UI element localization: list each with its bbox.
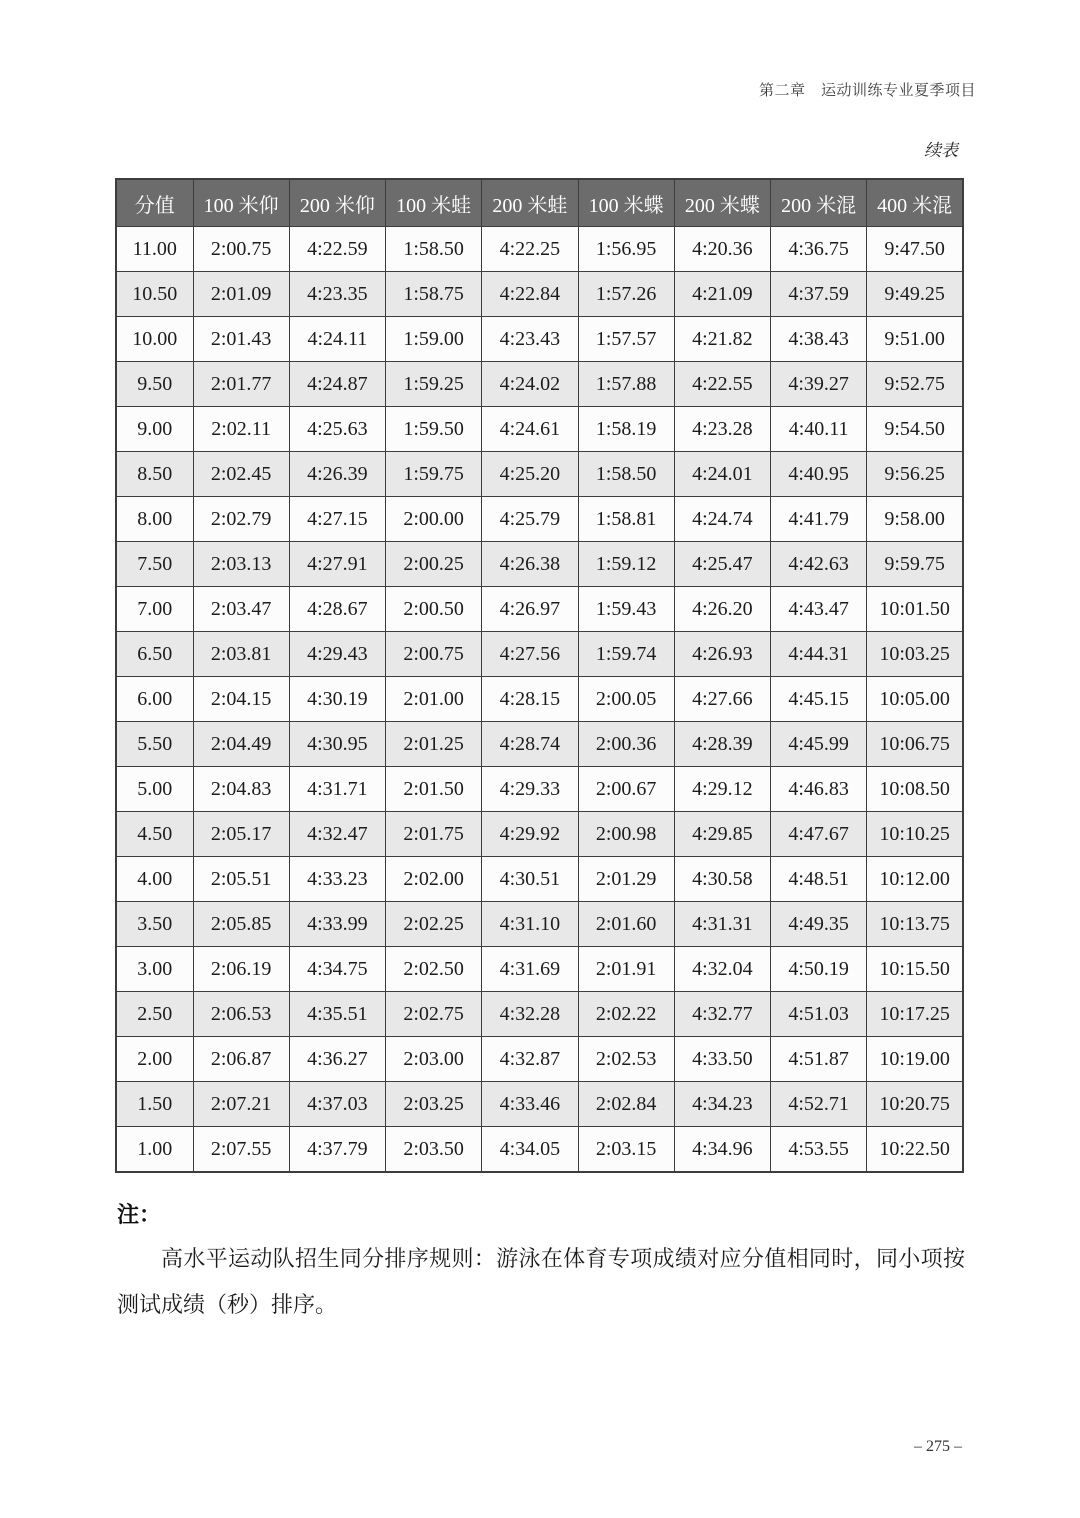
time-cell: 4:31.71 <box>289 767 385 812</box>
time-cell: 4:26.38 <box>482 542 578 587</box>
table-row <box>116 992 963 1037</box>
time-cell: 9:56.25 <box>867 452 963 497</box>
time-cell: 2:06.87 <box>193 1037 289 1082</box>
time-cell: 2:00.36 <box>578 722 674 767</box>
time-cell: 10:03.25 <box>867 632 963 677</box>
time-cell: 2:00.50 <box>386 587 482 632</box>
time-cell: 4:23.35 <box>289 272 385 317</box>
time-cell: 9:47.50 <box>867 227 963 272</box>
time-cell: 1:59.00 <box>386 317 482 362</box>
score-value-cell: 4.50 <box>116 812 193 857</box>
time-cell: 1:57.57 <box>578 317 674 362</box>
table-row <box>116 1127 963 1173</box>
table-row <box>116 632 963 677</box>
time-cell: 4:30.19 <box>289 677 385 722</box>
time-cell: 4:30.95 <box>289 722 385 767</box>
time-cell: 4:37.03 <box>289 1082 385 1127</box>
time-cell: 2:00.05 <box>578 677 674 722</box>
time-cell: 9:59.75 <box>867 542 963 587</box>
time-cell: 4:21.82 <box>674 317 770 362</box>
table-row <box>116 272 963 317</box>
time-cell: 2:03.50 <box>386 1127 482 1173</box>
time-cell: 4:36.27 <box>289 1037 385 1082</box>
time-cell: 4:33.23 <box>289 857 385 902</box>
time-cell: 2:00.75 <box>193 227 289 272</box>
table-row <box>116 947 963 992</box>
table-row <box>116 902 963 947</box>
time-cell: 4:48.51 <box>771 857 867 902</box>
time-cell: 4:45.15 <box>771 677 867 722</box>
time-cell: 4:25.47 <box>674 542 770 587</box>
time-cell: 9:49.25 <box>867 272 963 317</box>
time-cell: 4:24.01 <box>674 452 770 497</box>
table-body <box>116 227 963 1173</box>
time-cell: 2:01.91 <box>578 947 674 992</box>
time-cell: 2:05.85 <box>193 902 289 947</box>
time-cell: 4:29.12 <box>674 767 770 812</box>
time-cell: 10:05.00 <box>867 677 963 722</box>
time-cell: 9:51.00 <box>867 317 963 362</box>
score-value-cell: 10.00 <box>116 317 193 362</box>
time-cell: 4:33.99 <box>289 902 385 947</box>
time-cell: 10:06.75 <box>867 722 963 767</box>
time-cell: 4:27.66 <box>674 677 770 722</box>
time-cell: 4:26.93 <box>674 632 770 677</box>
time-cell: 4:32.77 <box>674 992 770 1037</box>
time-cell: 1:59.50 <box>386 407 482 452</box>
table-row <box>116 1037 963 1082</box>
chapter-header: 第二章 运动训练专业夏季项目 <box>758 83 976 99</box>
time-cell: 4:24.74 <box>674 497 770 542</box>
time-cell: 4:24.11 <box>289 317 385 362</box>
time-cell: 4:20.36 <box>674 227 770 272</box>
table-row <box>116 542 963 587</box>
time-cell: 4:35.51 <box>289 992 385 1037</box>
column-header: 分值 <box>116 179 193 227</box>
time-cell: 2:01.77 <box>193 362 289 407</box>
time-cell: 4:39.27 <box>771 362 867 407</box>
time-cell: 4:37.59 <box>771 272 867 317</box>
score-value-cell: 8.50 <box>116 452 193 497</box>
time-cell: 4:26.97 <box>482 587 578 632</box>
table-row <box>116 587 963 632</box>
table-row <box>116 452 963 497</box>
time-cell: 10:19.00 <box>867 1037 963 1082</box>
time-cell: 1:58.50 <box>386 227 482 272</box>
time-cell: 4:41.79 <box>771 497 867 542</box>
time-cell: 1:59.74 <box>578 632 674 677</box>
score-value-cell: 2.00 <box>116 1037 193 1082</box>
time-cell: 4:30.51 <box>482 857 578 902</box>
time-cell: 2:07.21 <box>193 1082 289 1127</box>
time-cell: 2:00.00 <box>386 497 482 542</box>
time-cell: 4:25.20 <box>482 452 578 497</box>
score-value-cell: 3.00 <box>116 947 193 992</box>
score-value-cell: 6.00 <box>116 677 193 722</box>
score-value-cell: 8.00 <box>116 497 193 542</box>
score-value-cell: 9.50 <box>116 362 193 407</box>
time-cell: 4:31.10 <box>482 902 578 947</box>
time-cell: 4:33.46 <box>482 1082 578 1127</box>
time-cell: 4:46.83 <box>771 767 867 812</box>
time-cell: 1:59.25 <box>386 362 482 407</box>
time-cell: 4:36.75 <box>771 227 867 272</box>
time-cell: 4:21.09 <box>674 272 770 317</box>
time-cell: 4:26.20 <box>674 587 770 632</box>
table-row <box>116 497 963 542</box>
note-text: 高水平运动队招生同分排序规则：游泳在体育专项成绩对应分值相同时，同小项按测试成绩（秒）排序。 <box>117 1246 965 1317</box>
time-cell: 4:34.23 <box>674 1082 770 1127</box>
time-cell: 10:15.50 <box>867 947 963 992</box>
score-value-cell: 1.00 <box>116 1127 193 1173</box>
column-header: 200 米蛙 <box>482 179 578 227</box>
time-cell: 4:37.79 <box>289 1127 385 1173</box>
score-value-cell: 2.50 <box>116 992 193 1037</box>
time-cell: 2:00.75 <box>386 632 482 677</box>
column-header: 100 米蝶 <box>578 179 674 227</box>
time-cell: 1:58.81 <box>578 497 674 542</box>
continued-table-label: 续表 <box>924 141 958 160</box>
time-cell: 10:22.50 <box>867 1127 963 1173</box>
time-cell: 2:03.81 <box>193 632 289 677</box>
time-cell: 10:12.00 <box>867 857 963 902</box>
time-cell: 2:01.75 <box>386 812 482 857</box>
table-row <box>116 317 963 362</box>
time-cell: 2:01.43 <box>193 317 289 362</box>
time-cell: 4:34.05 <box>482 1127 578 1173</box>
time-cell: 4:30.58 <box>674 857 770 902</box>
time-cell: 1:57.26 <box>578 272 674 317</box>
time-cell: 4:29.33 <box>482 767 578 812</box>
time-cell: 4:24.87 <box>289 362 385 407</box>
time-cell: 4:45.99 <box>771 722 867 767</box>
time-cell: 9:54.50 <box>867 407 963 452</box>
time-cell: 2:05.17 <box>193 812 289 857</box>
time-cell: 1:58.75 <box>386 272 482 317</box>
time-cell: 2:02.75 <box>386 992 482 1037</box>
time-cell: 2:01.29 <box>578 857 674 902</box>
time-cell: 2:04.15 <box>193 677 289 722</box>
time-cell: 4:32.47 <box>289 812 385 857</box>
table-row <box>116 1082 963 1127</box>
time-cell: 2:00.67 <box>578 767 674 812</box>
time-cell: 2:07.55 <box>193 1127 289 1173</box>
table-header <box>116 179 963 227</box>
time-cell: 2:06.53 <box>193 992 289 1037</box>
time-cell: 10:20.75 <box>867 1082 963 1127</box>
time-cell: 2:04.83 <box>193 767 289 812</box>
time-cell: 2:02.25 <box>386 902 482 947</box>
time-cell: 4:42.63 <box>771 542 867 587</box>
time-cell: 4:38.43 <box>771 317 867 362</box>
time-cell: 4:47.67 <box>771 812 867 857</box>
column-header: 200 米仰 <box>289 179 385 227</box>
time-cell: 2:03.13 <box>193 542 289 587</box>
time-cell: 2:02.84 <box>578 1082 674 1127</box>
swimming-score-table <box>115 178 964 1173</box>
time-cell: 4:29.85 <box>674 812 770 857</box>
score-value-cell: 6.50 <box>116 632 193 677</box>
time-cell: 4:52.71 <box>771 1082 867 1127</box>
table-row <box>116 857 963 902</box>
time-cell: 1:58.50 <box>578 452 674 497</box>
time-cell: 4:26.39 <box>289 452 385 497</box>
time-cell: 1:59.75 <box>386 452 482 497</box>
score-value-cell: 7.50 <box>116 542 193 587</box>
time-cell: 4:28.74 <box>482 722 578 767</box>
time-cell: 4:34.96 <box>674 1127 770 1173</box>
time-cell: 2:01.60 <box>578 902 674 947</box>
time-cell: 4:29.43 <box>289 632 385 677</box>
time-cell: 2:00.98 <box>578 812 674 857</box>
time-cell: 2:01.09 <box>193 272 289 317</box>
score-value-cell: 5.50 <box>116 722 193 767</box>
time-cell: 4:24.61 <box>482 407 578 452</box>
time-cell: 4:43.47 <box>771 587 867 632</box>
column-header: 100 米蛙 <box>386 179 482 227</box>
time-cell: 2:01.25 <box>386 722 482 767</box>
time-cell: 10:17.25 <box>867 992 963 1037</box>
note-label: 注： <box>117 1202 162 1227</box>
time-cell: 2:00.25 <box>386 542 482 587</box>
score-value-cell: 3.50 <box>116 902 193 947</box>
time-cell: 4:27.56 <box>482 632 578 677</box>
score-value-cell: 11.00 <box>116 227 193 272</box>
score-value-cell: 9.00 <box>116 407 193 452</box>
column-header: 200 米蝶 <box>674 179 770 227</box>
time-cell: 2:02.22 <box>578 992 674 1037</box>
time-cell: 4:32.04 <box>674 947 770 992</box>
time-cell: 2:01.50 <box>386 767 482 812</box>
time-cell: 4:23.28 <box>674 407 770 452</box>
time-cell: 10:10.25 <box>867 812 963 857</box>
time-cell: 2:01.00 <box>386 677 482 722</box>
score-value-cell: 1.50 <box>116 1082 193 1127</box>
time-cell: 2:02.53 <box>578 1037 674 1082</box>
column-header: 100 米仰 <box>193 179 289 227</box>
table-row <box>116 722 963 767</box>
time-cell: 4:32.28 <box>482 992 578 1037</box>
time-cell: 4:32.87 <box>482 1037 578 1082</box>
time-cell: 4:40.11 <box>771 407 867 452</box>
time-cell: 4:51.03 <box>771 992 867 1037</box>
time-cell: 4:51.87 <box>771 1037 867 1082</box>
time-cell: 2:03.15 <box>578 1127 674 1173</box>
time-cell: 4:50.19 <box>771 947 867 992</box>
score-value-cell: 10.50 <box>116 272 193 317</box>
time-cell: 4:28.67 <box>289 587 385 632</box>
table-row <box>116 227 963 272</box>
time-cell: 4:22.84 <box>482 272 578 317</box>
time-cell: 4:31.31 <box>674 902 770 947</box>
time-cell: 9:58.00 <box>867 497 963 542</box>
table-row <box>116 812 963 857</box>
time-cell: 4:44.31 <box>771 632 867 677</box>
time-cell: 2:04.49 <box>193 722 289 767</box>
time-cell: 4:40.95 <box>771 452 867 497</box>
time-cell: 4:33.50 <box>674 1037 770 1082</box>
table-row <box>116 767 963 812</box>
time-cell: 2:03.25 <box>386 1082 482 1127</box>
time-cell: 2:02.45 <box>193 452 289 497</box>
time-cell: 2:02.50 <box>386 947 482 992</box>
time-cell: 2:06.19 <box>193 947 289 992</box>
time-cell: 1:58.19 <box>578 407 674 452</box>
time-cell: 4:49.35 <box>771 902 867 947</box>
time-cell: 4:31.69 <box>482 947 578 992</box>
time-cell: 2:03.47 <box>193 587 289 632</box>
table-row <box>116 407 963 452</box>
table-row <box>116 677 963 722</box>
time-cell: 2:02.00 <box>386 857 482 902</box>
score-value-cell: 7.00 <box>116 587 193 632</box>
time-cell: 4:28.15 <box>482 677 578 722</box>
time-cell: 10:13.75 <box>867 902 963 947</box>
page-number: – 275 – <box>914 1438 962 1455</box>
time-cell: 4:23.43 <box>482 317 578 362</box>
score-value-cell: 4.00 <box>116 857 193 902</box>
time-cell: 4:28.39 <box>674 722 770 767</box>
time-cell: 4:27.91 <box>289 542 385 587</box>
time-cell: 4:25.63 <box>289 407 385 452</box>
time-cell: 1:59.12 <box>578 542 674 587</box>
time-cell: 1:57.88 <box>578 362 674 407</box>
time-cell: 2:03.00 <box>386 1037 482 1082</box>
time-cell: 4:22.59 <box>289 227 385 272</box>
time-cell: 2:02.11 <box>193 407 289 452</box>
score-value-cell: 5.00 <box>116 767 193 812</box>
time-cell: 4:25.79 <box>482 497 578 542</box>
time-cell: 4:24.02 <box>482 362 578 407</box>
time-cell: 10:08.50 <box>867 767 963 812</box>
time-cell: 4:29.92 <box>482 812 578 857</box>
table-row <box>116 362 963 407</box>
time-cell: 2:02.79 <box>193 497 289 542</box>
time-cell: 4:53.55 <box>771 1127 867 1173</box>
column-header: 400 米混 <box>867 179 963 227</box>
table-header-row <box>116 179 963 227</box>
time-cell: 4:22.25 <box>482 227 578 272</box>
time-cell: 4:34.75 <box>289 947 385 992</box>
column-header: 200 米混 <box>771 179 867 227</box>
time-cell: 4:27.15 <box>289 497 385 542</box>
time-cell: 4:22.55 <box>674 362 770 407</box>
time-cell: 1:59.43 <box>578 587 674 632</box>
time-cell: 1:56.95 <box>578 227 674 272</box>
time-cell: 10:01.50 <box>867 587 963 632</box>
time-cell: 2:05.51 <box>193 857 289 902</box>
time-cell: 9:52.75 <box>867 362 963 407</box>
